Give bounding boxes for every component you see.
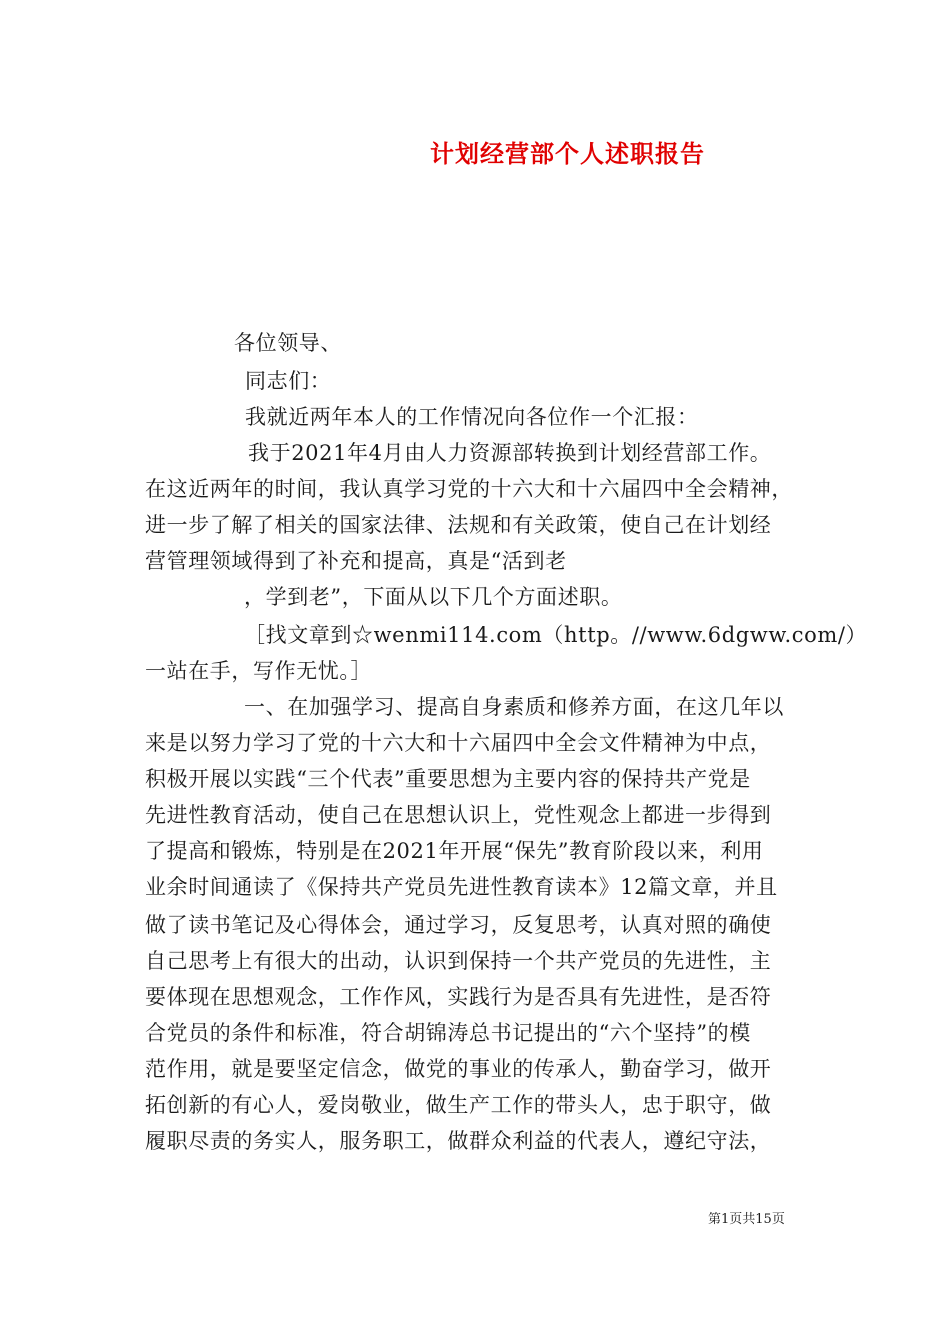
document-title: 计划经营部个人述职报告 [430, 139, 705, 168]
salutation-line-2: 同志们： [245, 369, 332, 393]
body-line: 拓创新的有心人，爱岗敬业，做生产工作的带头人，忠于职守，做 [145, 1093, 772, 1117]
page-footer: 第1页共15页 [708, 1212, 785, 1227]
body-line: 积极开展以实践“三个代表”重要思想为主要内容的保持共产党是 [145, 767, 751, 791]
body-line: 进一步了解了相关的国家法律、法规和有关政策，使自己在计划经 [145, 513, 772, 537]
body-line: ，学到老”，下面从以下几个方面述职。 [244, 585, 623, 609]
salutation-line-1: 各位领导、 [234, 331, 342, 355]
body-line: 履职尽责的务实人，服务职工，做群众利益的代表人，遵纪守法， [145, 1129, 772, 1153]
body-line: 我于2021年4月由人力资源部转换到计划经营部工作。 [248, 441, 772, 465]
body-line: 自己思考上有很大的出动，认识到保持一个共产党员的先进性，主 [145, 949, 772, 973]
section-one-line: 一、在加强学习、提高自身素质和修养方面，在这几年以 [244, 695, 784, 719]
body-line: 营管理领域得到了补充和提高，真是“活到老 [145, 549, 567, 573]
body-line: 合党员的条件和标准，符合胡锦涛总书记提出的“六个坚持”的模 [145, 1021, 751, 1045]
body-line: 在这近两年的时间，我认真学习党的十六大和十六届四中全会精神， [145, 477, 793, 501]
intro-line: 我就近两年本人的工作情况向各位作一个汇报： [245, 405, 699, 429]
body-line: 先进性教育活动，使自己在思想认识上，党性观念上都进一步得到 [145, 803, 772, 827]
body-line: 来是以努力学习了党的十六大和十六届四中全会文件精神为中点， [145, 731, 772, 755]
body-line: 做了读书笔记及心得体会，通过学习，反复思考，认真对照的确使 [145, 913, 772, 937]
source-note-line-1: ［找文章到☆wenmi114.com（http。//www.6dgww.com/） [244, 623, 868, 647]
source-note-line-2: 一站在手，写作无忧。］ [145, 659, 373, 683]
body-line: 业余时间通读了《保持共产党员先进性教育读本》12篇文章，并且 [145, 875, 778, 899]
body-line: 范作用，就是要坚定信念，做党的事业的传承人，勤奋学习，做开 [145, 1057, 772, 1081]
body-line: 了提高和锻炼，特别是在2021年开展“保先”教育阶段以来，利用 [145, 839, 764, 863]
body-line: 要体现在思想观念，工作作风，实践行为是否具有先进性，是否符 [145, 985, 772, 1009]
